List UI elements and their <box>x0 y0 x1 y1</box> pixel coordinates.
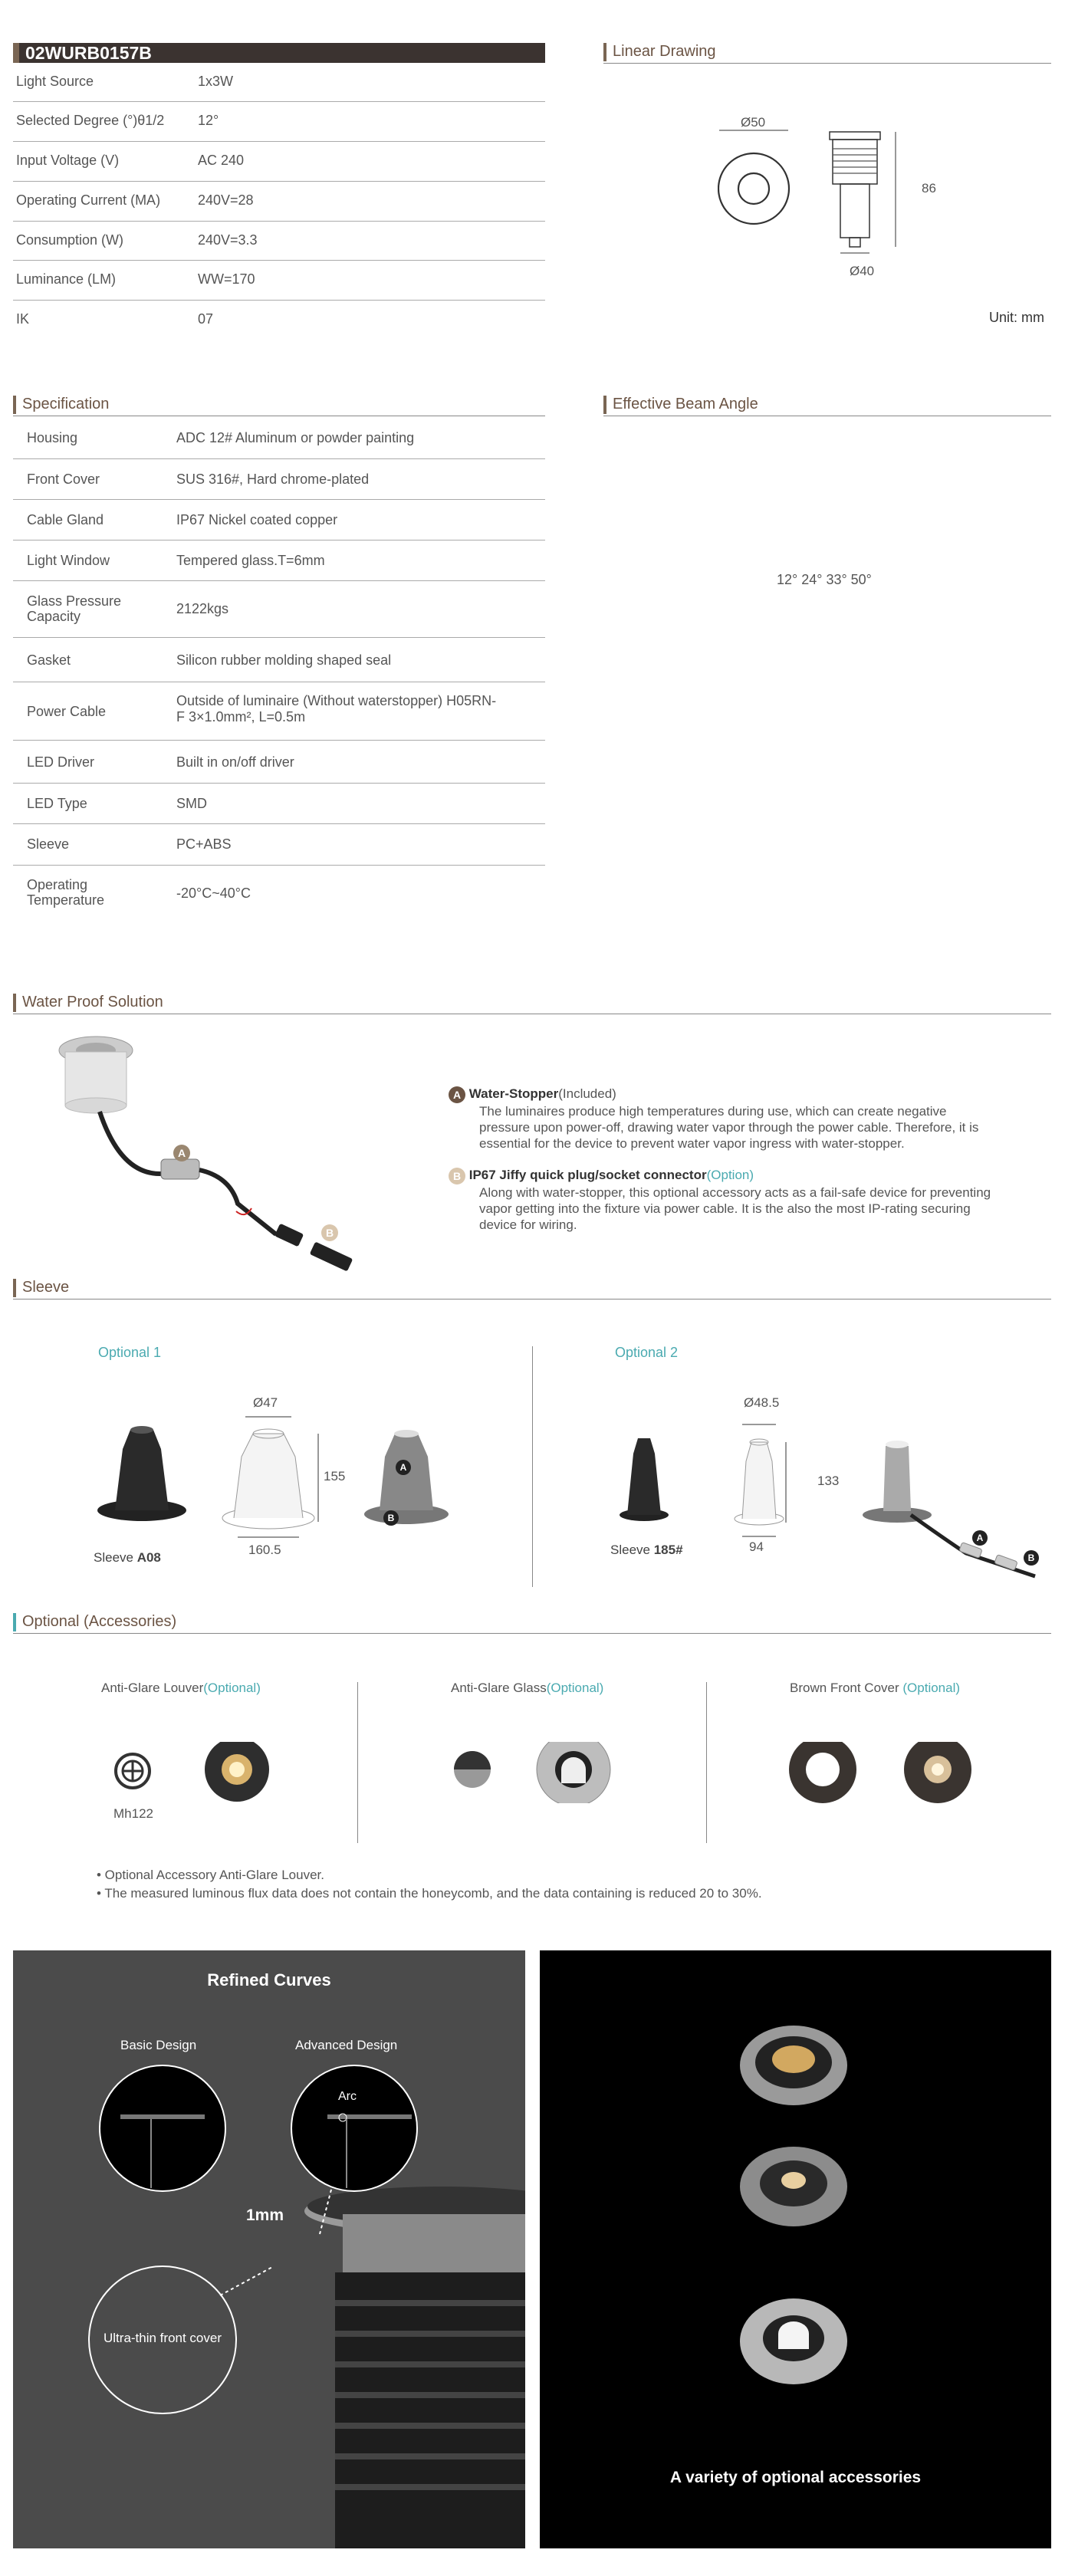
spec-value: Outside of luminaire (Without waterstopper) H05RN-F 3×1.0mm², L=0.5m <box>176 693 497 724</box>
table-row <box>13 824 545 866</box>
accessory-glass-title <box>451 1681 603 1696</box>
accessory-notes <box>97 1866 762 1903</box>
table-row <box>13 866 545 923</box>
accessory-name: Anti-Glare Louver <box>101 1681 204 1695</box>
spec-label: Sleeve <box>27 836 70 852</box>
linear-drawing-title: Linear Drawing <box>603 43 716 61</box>
sleeve1-marker-b: B <box>383 1510 399 1526</box>
accessory-images <box>107 1742 1058 1803</box>
table-row <box>13 638 545 682</box>
dim-height: 86 <box>922 181 936 196</box>
accessory-note: • Optional Accessory Anti-Glare Louver. <box>97 1868 324 1882</box>
sleeve-model: A08 <box>136 1550 161 1565</box>
variety-title: A variety of optional accessories <box>669 2469 922 2486</box>
spec-label: IK <box>16 311 30 327</box>
spec-value: Silicon rubber molding shaped seal <box>176 652 392 668</box>
sleeve-model: 185# <box>653 1543 683 1557</box>
specification-title: Specification <box>13 396 109 414</box>
table-row <box>13 500 545 540</box>
marker-a: A <box>173 1145 190 1162</box>
accessory-cover-title <box>790 1681 960 1696</box>
sleeve-option2-title: Optional 2 <box>615 1345 679 1360</box>
ultra-thin-label: Ultra-thin front cover <box>104 2331 222 2345</box>
variety-panel <box>540 1950 1051 2548</box>
table-row <box>13 142 545 182</box>
linear-drawing <box>718 115 948 291</box>
spec-label: Input Voltage (V) <box>16 153 120 168</box>
table-row <box>13 66 545 102</box>
spec-label: Glass Pressure Capacity <box>27 593 122 624</box>
dim-bottom-diameter: Ø40 <box>850 264 875 278</box>
spec-label: Gasket <box>27 652 71 668</box>
marker-b: B <box>321 1224 338 1241</box>
spec-value: 240V=3.3 <box>198 232 258 248</box>
spec-label: LED Type <box>27 796 87 811</box>
accessory-name: Brown Front Cover <box>790 1681 903 1695</box>
spec-label: Power Cable <box>27 704 107 719</box>
table-row <box>13 301 545 340</box>
beam-angle-values: 12° 24° 33° 50° <box>777 572 872 587</box>
spec-value: Tempered glass.T=6mm <box>176 553 325 568</box>
accessory-tag: (Optional) <box>546 1681 604 1695</box>
spec-label: Cable Gland <box>27 512 104 527</box>
spec-value: 07 <box>198 311 214 327</box>
table-row <box>13 182 545 222</box>
refined-curves-panel <box>13 1950 525 2548</box>
spec-label: LED Driver <box>27 754 95 770</box>
table-row <box>13 581 545 638</box>
marker-b-icon: B <box>449 1168 465 1184</box>
water-stopper-name: Water-Stopper <box>468 1086 559 1101</box>
spec-value: SMD <box>176 796 207 811</box>
spec-value: AC 240 <box>198 153 245 168</box>
option1-dim-bottom: 160.5 <box>248 1543 281 1557</box>
linear-drawing-svg <box>718 115 948 291</box>
table-row <box>13 682 545 741</box>
spec-label: Consumption (W) <box>16 232 124 248</box>
sleeve2-marker-a: A <box>972 1530 988 1546</box>
option2-dim-top: Ø48.5 <box>744 1395 780 1410</box>
spec-value: -20°C~40°C <box>176 886 251 901</box>
beam-angle-title: Effective Beam Angle <box>603 396 758 414</box>
accessory-louver-model: Mh122 <box>113 1806 153 1821</box>
sleeve-label-prefix: Sleeve <box>610 1543 654 1557</box>
table-row <box>13 540 545 581</box>
option2-dim-bottom: 94 <box>749 1539 764 1554</box>
dim-top-diameter: Ø50 <box>741 115 766 130</box>
accessories-title: Optional (Accessories) <box>13 1613 176 1631</box>
water-stopper-tag: (Included) <box>558 1086 616 1101</box>
section-divider <box>13 1633 1051 1634</box>
option1-dim-top: Ø47 <box>253 1395 278 1410</box>
jiffy-connector-text: Along with water-stopper, this optional accessory acts as a fail-safe device for preventing vapor getting into the fixture via power cable. It is the also the most IP-rating securing device for wiring. <box>479 1184 991 1232</box>
marker-a-icon: A <box>449 1086 465 1103</box>
jiffy-connector-name: IP67 Jiffy quick plug/socket connector <box>468 1168 707 1182</box>
spec-value: WW=170 <box>198 271 255 287</box>
spec-value: PC+ABS <box>176 836 232 852</box>
spec-value: 1x3W <box>198 74 234 89</box>
thickness-label: 1mm <box>246 2206 284 2224</box>
spec-value: ADC 12# Aluminum or powder painting <box>176 430 415 445</box>
waterproof-title: Water Proof Solution <box>13 994 163 1012</box>
table-row <box>13 417 545 459</box>
table-row <box>13 784 545 824</box>
jiffy-connector-tag: (Option) <box>706 1168 754 1182</box>
sleeve1-marker-a: A <box>396 1460 411 1475</box>
option1-dim-height: 155 <box>324 1469 346 1484</box>
spec-value: 12° <box>198 113 219 128</box>
table-row <box>13 459 545 500</box>
spec-label: Front Cover <box>27 472 100 487</box>
sleeve-option1-label <box>94 1550 161 1566</box>
unit-label: Unit: mm <box>989 310 1044 325</box>
option2-dim-height: 133 <box>817 1474 840 1488</box>
sleeve-title: Sleeve <box>13 1279 69 1297</box>
spec-label: Light Source <box>16 74 94 89</box>
accessory-note: • The measured luminous flux data does not contain the honeycomb, and the data containing is reduced 20 to 30%. <box>97 1886 762 1901</box>
table-row <box>13 741 545 784</box>
sleeve2-marker-b: B <box>1024 1550 1039 1566</box>
accessory-tag: (Optional) <box>203 1681 261 1695</box>
accessory-louver-title <box>101 1681 261 1696</box>
sleeve-option1-graphic <box>84 1395 452 1564</box>
section-divider <box>603 63 1051 64</box>
spec-label: Selected Degree (°)θ1/2 <box>16 113 165 128</box>
spec-value: 240V=28 <box>198 192 254 208</box>
table-row <box>13 261 545 301</box>
advanced-design-label: Advanced Design <box>295 2038 398 2052</box>
waterproof-illustration <box>46 1027 376 1288</box>
water-stopper-text: The luminaires produce high temperatures during use, which can create negative pressure upon power-off, drawing water vapor through the power cable. Therefore, it is essential for the device to prevent water vapor ingress with water-stopper. <box>479 1103 979 1151</box>
accessory-name: Anti-Glare Glass <box>451 1681 547 1695</box>
basic-design-label: Basic Design <box>120 2038 197 2052</box>
jiffy-connector-block <box>449 1167 1001 1233</box>
table-row <box>13 222 545 261</box>
spec-label: Light Window <box>27 553 110 568</box>
spec-value: Built in on/off driver <box>176 754 294 770</box>
sleeve-option1-title: Optional 1 <box>98 1345 162 1360</box>
section-divider <box>13 1299 1051 1300</box>
sleeve-option2-label <box>610 1543 683 1558</box>
spec-value: IP67 Nickel coated copper <box>176 512 338 527</box>
arc-label: Arc <box>338 2090 357 2103</box>
spec-label: Operating Current (MA) <box>16 192 161 208</box>
spec-label: Operating Temperature <box>27 877 105 908</box>
spec-value: 2122kgs <box>176 601 229 616</box>
refined-curves-title: Refined Curves <box>207 1970 331 1990</box>
table-row <box>13 102 545 142</box>
accessory-tag: (Optional) <box>902 1681 961 1695</box>
spec-value: SUS 316#, Hard chrome-plated <box>176 472 370 487</box>
spec-label: Luminance (LM) <box>16 271 117 287</box>
sleeve-label-prefix: Sleeve <box>94 1550 137 1565</box>
sleeve-divider <box>532 1346 533 1587</box>
water-stopper-block <box>449 1086 1001 1152</box>
spec-label: Housing <box>27 430 78 445</box>
product-code: 02WURB0157B <box>13 43 545 63</box>
